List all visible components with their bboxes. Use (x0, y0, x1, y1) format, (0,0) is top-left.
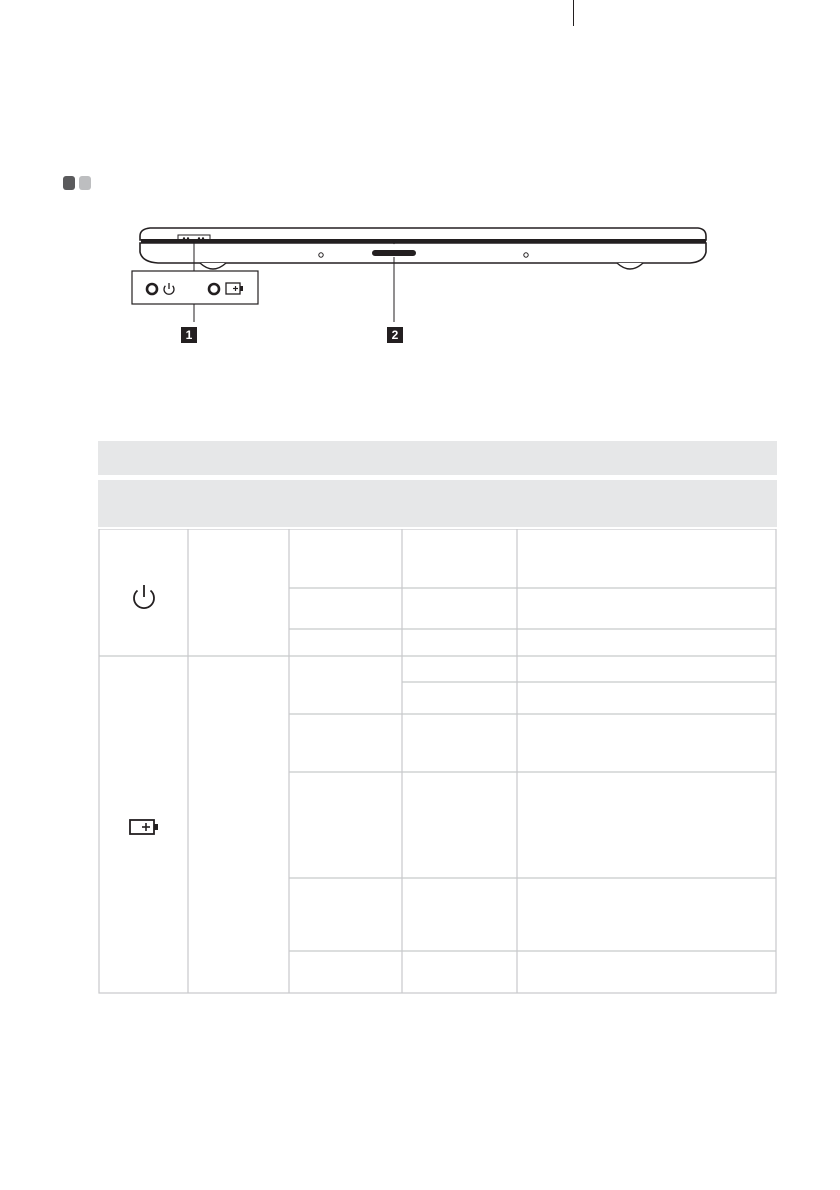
indicator-led (187, 237, 189, 239)
laptop-foot-left (200, 263, 226, 269)
table-title-band (98, 441, 777, 475)
laptop-foot-right (617, 263, 643, 269)
callout-2: 2 (387, 327, 403, 343)
indicator-led (202, 237, 204, 239)
laptop-base (140, 243, 706, 263)
laptop-front-view-illustration (0, 0, 840, 360)
indicator-led (183, 237, 185, 239)
inset-led (209, 284, 219, 294)
battery-charge-icon (129, 818, 161, 836)
laptop-lid (140, 228, 706, 240)
power-icon (131, 582, 157, 612)
card-slot (372, 250, 416, 256)
inset-led (147, 284, 157, 294)
table-header-band (98, 480, 777, 527)
table-border (99, 529, 776, 993)
indicator-table (98, 529, 778, 995)
indicator-led (198, 237, 200, 239)
callout-1: 1 (181, 327, 197, 343)
